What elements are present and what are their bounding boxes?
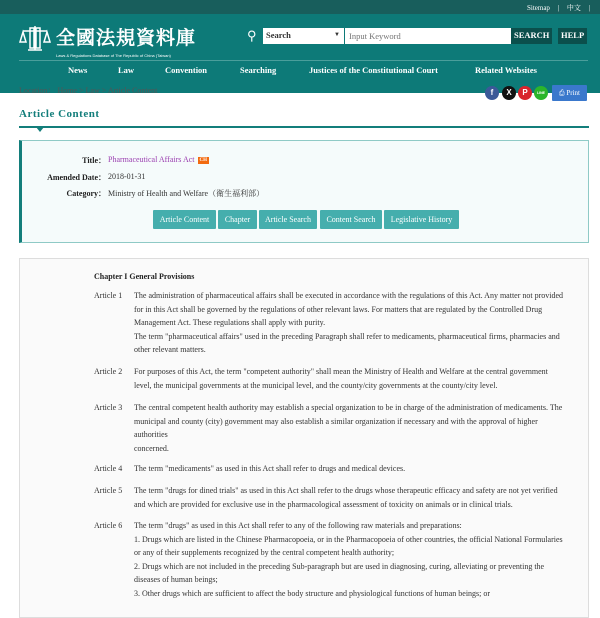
- title-underline: [19, 126, 589, 128]
- article-number[interactable]: Article 5: [94, 486, 123, 495]
- article-text: The administration of pharmaceutical affairs shall be executed in accordance with the regulations of this Act. Any matter not provided for in this Act shall be governed by the regulations of other relevant laws. For matters that are regulated by the Controlled Drug Management Act. These regulations shall apply with purity.: [134, 291, 564, 328]
- nav-searching[interactable]: Searching: [240, 65, 277, 75]
- nav-divider: [19, 60, 588, 61]
- article-text: For purposes of this Act, the term "competent authority" shall mean the Ministry of Health and Welfare at the central government level, the municipal governments at the municipal level, and the county/city governments at the county/city level.: [134, 367, 548, 390]
- tab-article-content[interactable]: Article Content: [153, 210, 216, 229]
- breadcrumb-label: Location：: [19, 86, 56, 95]
- help-button[interactable]: HELP: [558, 28, 587, 44]
- logo-english-subtitle: Laws & Regulations Database of The Republic of China (Taiwan): [56, 53, 171, 58]
- tab-legislative-history[interactable]: Legislative History: [384, 210, 459, 229]
- article-text: The term "medicaments" as used in this Act shall refer to drugs and medical devices.: [134, 464, 406, 473]
- scales-logo-icon: [18, 23, 52, 53]
- header: [0, 14, 600, 93]
- tab-chapter[interactable]: Chapter: [218, 210, 257, 229]
- print-label: Print: [566, 89, 580, 97]
- nav-law[interactable]: Law: [118, 65, 135, 75]
- chevron-down-icon: ▼: [334, 32, 340, 38]
- breadcrumb-current: Article Content: [107, 86, 158, 95]
- search-button[interactable]: SEARCH: [511, 28, 552, 44]
- article-item: [94, 462, 564, 476]
- article-number[interactable]: Article 6: [94, 521, 123, 530]
- page-title: Article Content: [19, 108, 100, 120]
- separator: |: [588, 4, 590, 12]
- breadcrumb-home[interactable]: Home: [57, 86, 77, 95]
- printer-icon: ⎙: [559, 89, 565, 97]
- law-title: [108, 155, 209, 164]
- article-item: [94, 401, 564, 455]
- nav-justices[interactable]: Justices of the Constitutional Court: [309, 65, 438, 75]
- amended-date-label: Amended Date：: [47, 173, 106, 182]
- tab-content-search[interactable]: Content Search: [320, 210, 382, 229]
- title-pointer: [36, 127, 44, 132]
- article-text: The term "drugs" as used in this Act shall refer to any of the following raw materials and preparations:: [134, 521, 462, 530]
- breadcrumb-sep: >: [101, 86, 107, 95]
- pinterest-share-icon[interactable]: P: [518, 86, 532, 100]
- article-item: [94, 289, 564, 357]
- title-label: Title：: [82, 156, 106, 165]
- article-text: The term "drugs for dined trials" as used in this Act shall refer to the drugs whose therapeutic efficacy and safety are not yet verified and which are provided for exclusive use in the pharmacological assessment of toxicity on animals or in clinical trials.: [134, 486, 558, 509]
- chapter-heading: Chapter I General Provisions: [94, 272, 195, 281]
- article-text: 3. Other drugs which are sufficient to affect the body structure and physiological functions of human beings; or: [134, 588, 491, 598]
- top-bar: [0, 0, 600, 14]
- article-content-panel: [19, 258, 589, 618]
- separator: |: [557, 4, 560, 12]
- article-number[interactable]: Article 2: [94, 367, 123, 376]
- article-text: The term "pharmaceutical affairs" used in the preceding Paragraph shall refer to medicaments, pharmaceutical firms, pharmacies and other relevant matters.: [134, 331, 560, 355]
- law-title-link[interactable]: Pharmaceutical Affairs Act: [108, 155, 195, 164]
- search-icon: ⚲: [247, 28, 257, 43]
- language-link[interactable]: 中文: [566, 4, 581, 12]
- facebook-share-icon[interactable]: f: [485, 86, 499, 100]
- amended-date: 2018-01-31: [108, 172, 146, 181]
- search-type-select[interactable]: [263, 28, 344, 44]
- article-item: [94, 484, 564, 511]
- article-text: The central competent health authority may establish a special organization to be in charge of the administration of medicaments. The municipal and county (city) government may also establish a similar organization if necessary and with the approval of higher authorities: [134, 403, 563, 440]
- law-info-panel: [19, 140, 589, 243]
- chinese-version-badge[interactable]: CH: [199, 158, 207, 163]
- article-number[interactable]: Article 4: [94, 464, 123, 473]
- breadcrumb-sep: >: [79, 86, 84, 95]
- line-share-icon[interactable]: LINE: [534, 86, 548, 100]
- article-number[interactable]: Article 3: [94, 403, 123, 412]
- nav-convention[interactable]: Convention: [165, 65, 208, 75]
- article-item: [94, 365, 564, 392]
- category-label: Category：: [66, 189, 106, 198]
- tab-article-search[interactable]: Article Search: [259, 210, 317, 229]
- breadcrumb: [19, 85, 157, 96]
- article-text: 2. Drugs which are not included in the preceding Sub-paragraph but are used in diagnosing, curing, alleviating or preventing the diseases of human beings;: [134, 561, 545, 585]
- article-text: concerned.: [134, 443, 169, 453]
- nav-related-websites[interactable]: Related Websites: [475, 65, 537, 75]
- article-item: [94, 519, 564, 601]
- category-value: Ministry of Health and Welfare（衛生福利部）: [108, 189, 265, 198]
- keyword-input[interactable]: [345, 28, 511, 44]
- search-type-value: Search: [266, 30, 291, 40]
- nav-news[interactable]: News: [68, 65, 88, 75]
- article-number[interactable]: Article 1: [94, 291, 123, 300]
- breadcrumb-law[interactable]: Law: [85, 86, 100, 95]
- print-button[interactable]: [552, 85, 587, 101]
- x-share-icon[interactable]: X: [502, 86, 516, 100]
- sitemap-link[interactable]: Sitemap: [526, 4, 550, 12]
- article-text: 1. Drugs which are listed in the Chinese Pharmacopoeia, or in the Pharmacopoeia of other countries, the official National Formularies or any of their supplements recognized by the central competent health authority;: [134, 534, 563, 558]
- logo-chinese-title: 全國法規資料庫: [56, 27, 197, 49]
